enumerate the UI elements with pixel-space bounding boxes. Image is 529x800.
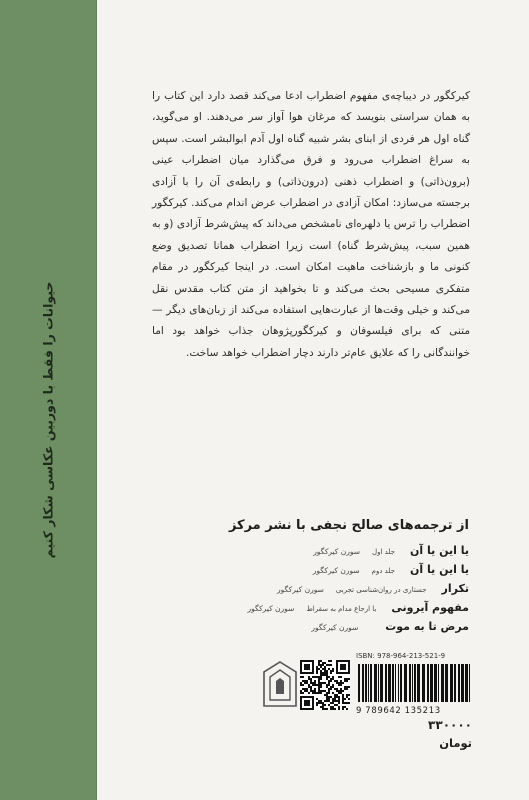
back-cover-blurb: کیرکگور در دیباچه‌ی مفهوم اضطراب ادعا می‌کند قصد دارد این کتاب را به همان سراستی بنویسد که مرغان هوا آواز سر می‌دهند. او می‌گوید، گناه اول هر فردی از ابنای بشر شبیه گناه اول آدم ابوالبشر است. سپس به سراغ اضطراب می‌رود و فرق می‌گذارد میان اضطراب عینی (برون‌ذاتی) و اضطراب ذهنی (درون‌ذاتی) و رابطه‌ی آن را با آزادی برجسته می‌سازد: امکان آزادی در اضطراب عرض اندام می‌کند. کیرکگور اضطراب را ترس یا دلهره‌ای نامشخص می‌داند که پیش‌شرط آزادی (و به همین سبب، پیش‌شرط گناه) است زیرا اضطراب همانا تصدیق وضع کنونی ما و بازشناخت ماهیت امکان است. در اینجا کیرکگور در مقام متفکری مسیحی بحث می‌کند و تا بخواهید از متن کتاب مقدس نقل می‌کند و خیلی وقت‌ها از عبارت‌هایی استفاده می‌کند از زبان‌های دیگر — متنی که برای فیلسوفان و کیرکگورپژوهان جذاب خواهد بود اما خوانندگانی را که علایق عام‌تر دارند دچار اضطراب خواهد ساخت. — [152, 90, 470, 359]
book-title: یا این یا آن — [410, 563, 469, 576]
book-author: سورن کیرکگور — [247, 604, 295, 613]
book-author: سورن کیرکگور — [313, 547, 361, 556]
price-currency: تومان — [439, 736, 472, 750]
price-amount: ۳۳۰۰۰۰ — [428, 718, 472, 732]
book-item — [109, 544, 469, 563]
book-author: سورن کیرکگور — [311, 623, 359, 632]
book-author: سورن کیرکگور — [312, 566, 360, 575]
green-side-band — [0, 0, 97, 800]
series-heading: از ترجمه‌های صالح نجفی با نشر مرکز — [228, 518, 469, 533]
barcode-digits: 9 789642 135213 — [356, 706, 441, 716]
book-title: مفهوم آیرونی — [391, 601, 469, 614]
book-subtitle: جلد دوم — [371, 567, 396, 575]
related-books-list — [109, 544, 469, 639]
isbn-number: ISBN: 978-964-213-521-9 — [356, 652, 446, 660]
book-title: مرض تا به موت — [385, 620, 469, 633]
book-author: سورن کیرکگور — [277, 585, 324, 594]
publisher-logo-icon — [262, 660, 298, 708]
book-item — [109, 563, 469, 582]
book-title: تکرار — [441, 582, 469, 595]
book-subtitle: با ارجاع مدام به سقراط — [306, 605, 377, 613]
book-title: یا این یا آن — [410, 544, 469, 557]
vertical-tagline: حیوانات را فقط با دوربین عکاسی شکار کنیم — [40, 281, 56, 559]
book-subtitle: جلد اول — [372, 548, 396, 556]
barcode-icon — [356, 664, 472, 702]
book-item — [109, 582, 469, 601]
price-tag — [428, 718, 472, 750]
isbn-block — [356, 652, 472, 716]
book-item — [109, 601, 469, 620]
book-subtitle: جستاری در روان‌شناسی تجربی — [335, 586, 427, 594]
book-item — [109, 620, 469, 639]
qr-code-icon — [300, 660, 350, 710]
